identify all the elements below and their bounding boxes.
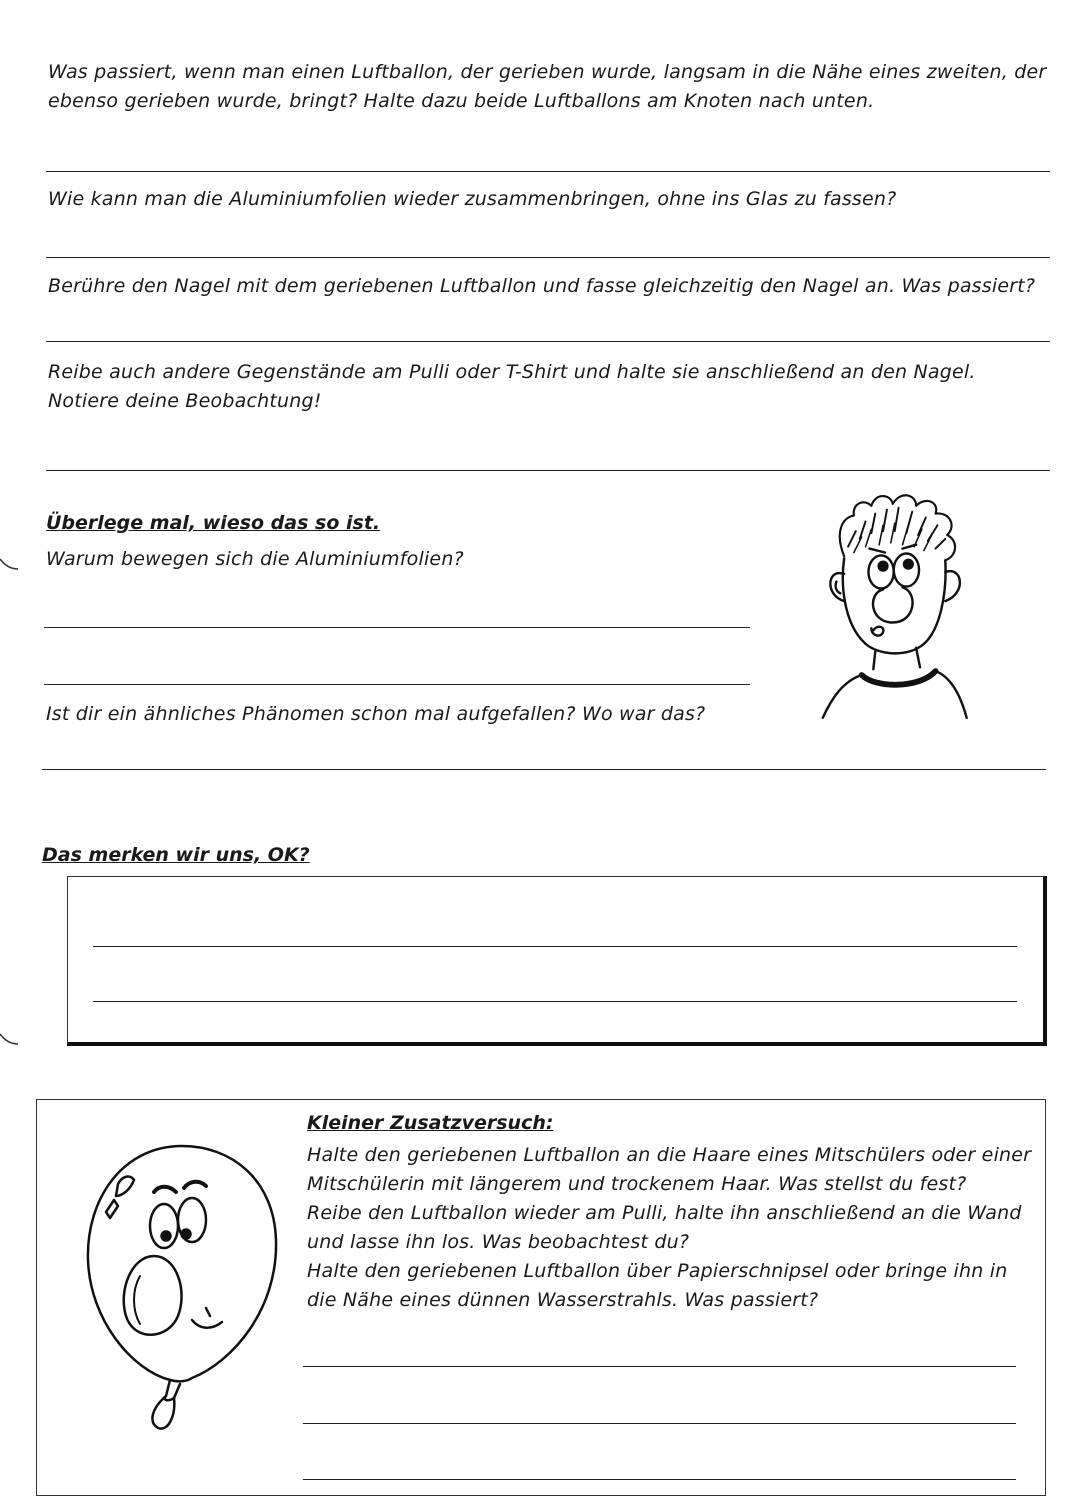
- binder-mark-top: [0, 555, 20, 575]
- extra-line-2: Mitschülerin mit längerem und trockenem Haar. Was stellst du fest?: [307, 1173, 967, 1195]
- answer-line-2[interactable]: [46, 257, 1050, 258]
- summary-heading: Das merken wir uns, OK?: [42, 844, 310, 866]
- question-3: Berühre den Nagel mit dem geriebenen Luftballon und fasse gleichzeitig den Nagel an. Was passiert?: [48, 275, 1036, 297]
- extra-line-6: die Nähe eines dünnen Wasserstrahls. Was passiert?: [307, 1289, 819, 1311]
- question-2: Wie kann man die Aluminiumfolien wieder zusammenbringen, ohne ins Glas zu fassen?: [48, 188, 897, 210]
- question-4-line-1: Reibe auch andere Gegenstände am Pulli oder T-Shirt und halte sie anschließend an den Nagel.: [48, 361, 976, 383]
- answer-line-1[interactable]: [46, 171, 1050, 172]
- extra-answer-line-2[interactable]: [303, 1423, 1016, 1424]
- answer-line-3[interactable]: [46, 341, 1050, 342]
- answer-line-5b[interactable]: [44, 684, 750, 685]
- question-6: Ist dir ein ähnliches Phänomen schon mal aufgefallen? Wo war das?: [46, 703, 706, 725]
- extra-line-3: Reibe den Luftballon wieder am Pulli, halte ihn anschließend an die Wand: [307, 1202, 1022, 1224]
- extra-line-5: Halte den geriebenen Luftballon über Papierschnipsel oder bringe ihn in: [307, 1260, 1008, 1282]
- extra-line-4: und lasse ihn los. Was beobachtest du?: [307, 1231, 690, 1253]
- extra-line-1: Halte den geriebenen Luftballon an die Haare eines Mitschülers oder einer: [307, 1144, 1032, 1166]
- extra-heading: Kleiner Zusatzversuch:: [307, 1112, 554, 1134]
- extra-answer-line-1[interactable]: [303, 1366, 1016, 1367]
- question-5: Warum bewegen sich die Aluminiumfolien?: [46, 548, 464, 570]
- answer-line-6[interactable]: [42, 769, 1046, 770]
- extra-answer-line-3[interactable]: [303, 1479, 1016, 1480]
- summary-line-1[interactable]: [93, 946, 1017, 947]
- summary-line-2[interactable]: [93, 1001, 1017, 1002]
- confused-boy-icon: [815, 485, 990, 725]
- question-1: Was passiert, wenn man einen Luftballon, der gerieben wurde, langsam in die Nähe eines zweiten, der ebenso gerieben wurde, bringt? Halte dazu beide Luftballons am Knoten nach unten.: [48, 61, 1047, 112]
- binder-mark-bottom: [0, 1030, 20, 1050]
- summary-box: [67, 876, 1047, 1046]
- reflect-heading: Überlege mal, wieso das so ist.: [46, 512, 381, 534]
- balloon-face-icon: [82, 1140, 282, 1440]
- question-4-line-2: Notiere deine Beobachtung!: [48, 390, 322, 412]
- answer-line-5a[interactable]: [44, 627, 750, 628]
- answer-line-4[interactable]: [46, 470, 1050, 471]
